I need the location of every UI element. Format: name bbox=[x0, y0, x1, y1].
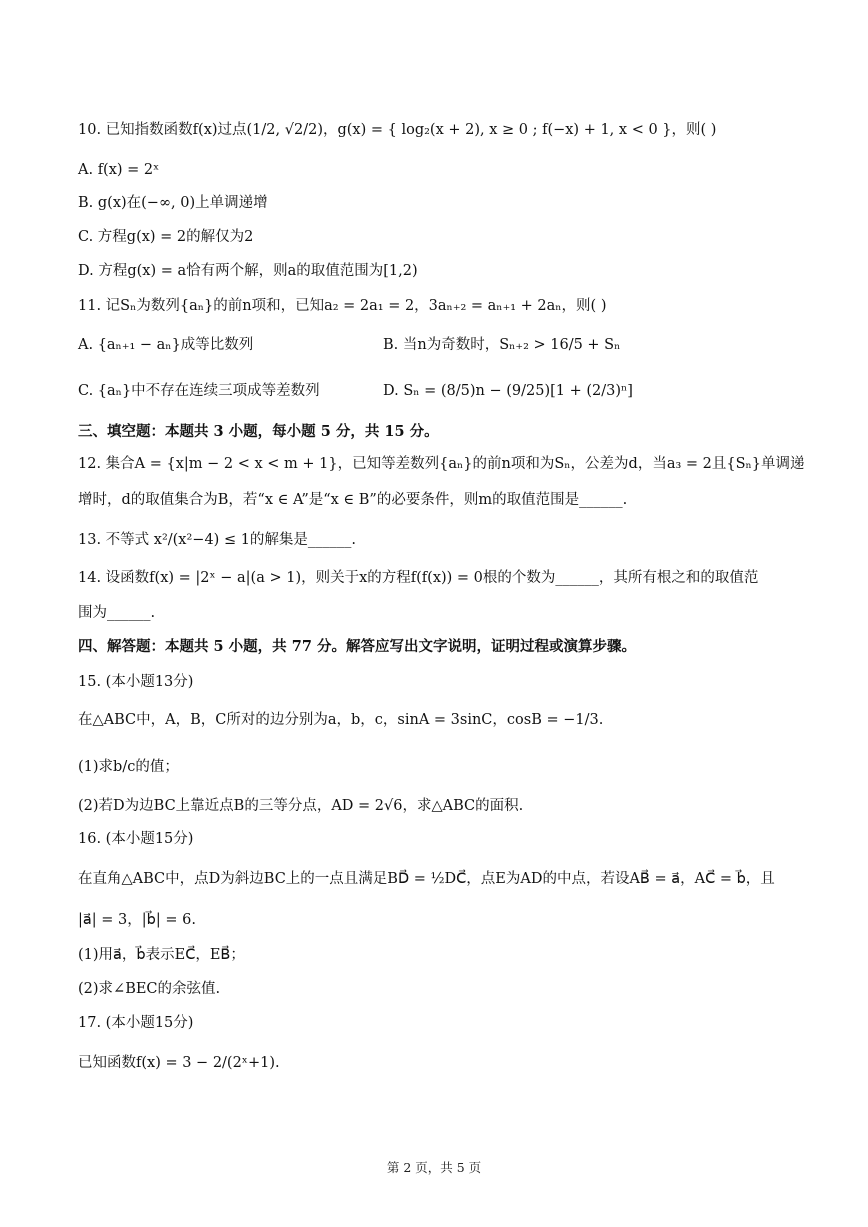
q14-line-2: 围为______. bbox=[78, 605, 156, 621]
q15-part-1: (1)求b/c的值； bbox=[78, 759, 179, 775]
q16-line-2: |a⃗| = 3，|b⃗| = 6. bbox=[78, 912, 196, 928]
q10-option-a: A. f(x) = 2ˣ bbox=[78, 162, 160, 178]
q17-stem: 已知函数f(x) = 3 − 2/(2ˣ+1). bbox=[78, 1055, 280, 1071]
q17-heading: 17. (本小题15分) bbox=[78, 1015, 194, 1031]
q11-stem: 11. 记Sₙ为数列{aₙ}的前n项和，已知a₂ = 2a₁ = 2，3aₙ₊₂ = aₙ₊₁ + 2aₙ，则( ) bbox=[78, 298, 607, 314]
section-4-heading: 四、解答题：本题共 5 小题，共 77 分。解答应写出文字说明，证明过程或演算步骤。 bbox=[78, 638, 636, 655]
q16-heading: 16. (本小题15分) bbox=[78, 831, 194, 847]
q15-heading: 15. (本小题13分) bbox=[78, 674, 194, 690]
q14-line-1: 14. 设函数f(x) = |2ˣ − a|(a > 1)，则关于x的方程f(f(x)) = 0根的个数为______，其所有根之和的取值范 bbox=[78, 570, 759, 586]
q12-line-1: 12. 集合A = {x|m − 2 < x < m + 1}，已知等差数列{aₙ}的前n项和为Sₙ，公差为d，当a₃ = 2且{Sₙ}单调递 bbox=[78, 456, 805, 472]
q11-option-a: A. {aₙ₊₁ − aₙ}成等比数列 bbox=[78, 337, 254, 353]
page-footer: 第 2 页，共 5 页 bbox=[386, 1160, 482, 1175]
q11-option-c: C. {aₙ}中不存在连续三项成等差数列 bbox=[78, 383, 320, 399]
section-3-heading: 三、填空题：本题共 3 小题，每小题 5 分，共 15 分。 bbox=[78, 423, 439, 440]
q15-stem: 在△ABC中，A，B，C所对的边分别为a，b，c，sinA = 3sinC，cosB = −1/3. bbox=[78, 712, 604, 728]
q13: 13. 不等式 x²/(x²−4) ≤ 1的解集是______. bbox=[78, 532, 357, 548]
q10-option-c: C. 方程g(x) = 2的解仅为2 bbox=[78, 229, 254, 245]
q10-option-b: B. g(x)在(−∞, 0)上单调递增 bbox=[78, 195, 268, 211]
q16-part-1: (1)用a⃗，b⃗表示EC⃗，EB⃗； bbox=[78, 947, 245, 963]
q16-line-1: 在直角△ABC中，点D为斜边BC上的一点且满足BD⃗ = ½DC⃗，点E为AD的中点，若设AB⃗ = a⃗，AC⃗ = b⃗，且 bbox=[78, 871, 775, 887]
q15-part-2: (2)若D为边BC上靠近点B的三等分点，AD = 2√6，求△ABC的面积. bbox=[78, 798, 524, 814]
q11-option-d: D. Sₙ = (8/5)n − (9/25)[1 + (2/3)ⁿ] bbox=[383, 383, 633, 399]
q10-stem: 10. 已知指数函数f(x)过点(1/2, √2/2)，g(x) = { log₂(x + 2), x ≥ 0 ; f(−x) + 1, x < 0 }，则( ) bbox=[78, 122, 717, 138]
q12-line-2: 增时，d的取值集合为B，若“x ∈ A”是“x ∈ B”的必要条件，则m的取值范围是______. bbox=[78, 492, 628, 508]
q16-part-2: (2)求∠BEC的余弦值. bbox=[78, 981, 221, 997]
q11-option-b: B. 当n为奇数时，Sₙ₊₂ > 16/5 + Sₙ bbox=[383, 337, 621, 353]
q10-option-d: D. 方程g(x) = a恰有两个解，则a的取值范围为[1,2) bbox=[78, 263, 418, 279]
